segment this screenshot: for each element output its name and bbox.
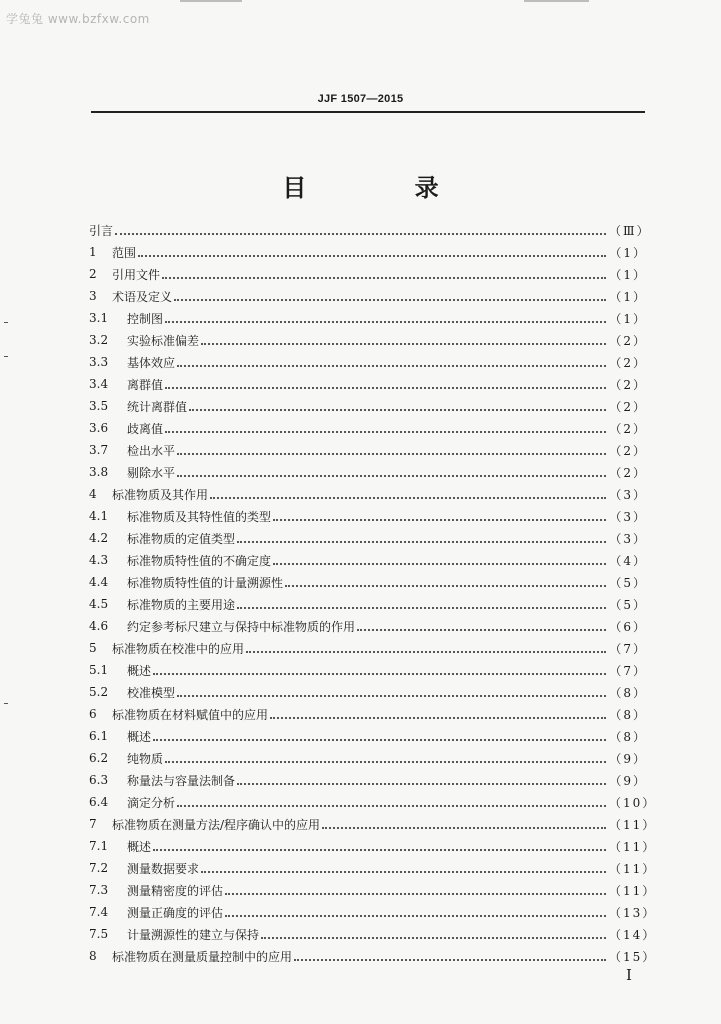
toc-entry-number: 4.5 [89, 597, 109, 611]
toc-entry[interactable] [89, 439, 647, 461]
toc-leader-dots [177, 475, 606, 477]
toc-entry-number: 8 [89, 949, 97, 963]
toc-entry-number: 5 [89, 641, 97, 655]
toc-entry-label: 基体效应 [127, 355, 176, 370]
toc-leader-dots [165, 387, 606, 389]
toc-entry-number: 7.5 [89, 927, 109, 941]
toc-entry-label: 标准物质在材料赋值中的应用 [112, 707, 269, 722]
toc-entry-page: （2） [609, 399, 647, 414]
toc-entry-page: （11） [609, 817, 657, 832]
toc-entry-label: 概述 [127, 729, 152, 744]
toc-entry-label: 引用文件 [112, 267, 161, 282]
toc-leader-dots [285, 585, 606, 587]
toc-leader-dots [273, 519, 606, 521]
toc-entry-label: 纯物质 [127, 751, 164, 766]
toc-entry-number: 1 [89, 245, 97, 259]
toc-leader-dots [189, 409, 606, 411]
toc-entry-label: 标准物质及其作用 [112, 487, 209, 502]
toc-entry-page: （15） [609, 949, 657, 964]
toc-entry[interactable] [89, 835, 657, 857]
toc-leader-dots [201, 343, 606, 345]
toc-entry-label: 校准模型 [127, 685, 176, 700]
toc-entry-page: （8） [609, 685, 647, 700]
toc-entry[interactable] [89, 681, 647, 703]
toc-entry[interactable] [89, 483, 647, 505]
toc-entry-number: 3.5 [89, 399, 109, 413]
toc-entry-label: 歧离值 [127, 421, 164, 436]
toc-entry-number: 7.1 [89, 839, 109, 853]
toc-entry-number: 6.1 [89, 729, 109, 743]
toc-entry-page: （3） [609, 487, 647, 502]
toc-entry[interactable] [89, 637, 647, 659]
toc-entry-label: 检出水平 [127, 443, 176, 458]
toc-leader-dots [237, 607, 606, 609]
toc-leader-dots [201, 871, 606, 873]
toc-entry[interactable] [89, 571, 647, 593]
toc-entry-number: 4.6 [89, 619, 109, 633]
toc-leader-dots [174, 299, 606, 301]
toc-entry[interactable] [89, 879, 657, 901]
toc-entry[interactable] [89, 857, 657, 879]
margin-mark [4, 322, 8, 323]
toc-leader-dots [177, 805, 606, 807]
toc-entry-number: 3.3 [89, 355, 109, 369]
toc-entry-page: （8） [609, 707, 647, 722]
toc-leader-dots [162, 277, 606, 279]
toc-entry[interactable] [89, 417, 647, 439]
toc-entry[interactable] [89, 659, 647, 681]
toc-leader-dots [115, 233, 606, 235]
toc-entry-number: 6.3 [89, 773, 109, 787]
toc-entry-page: （1） [609, 289, 647, 304]
toc-leader-dots [153, 739, 606, 741]
toc-entry-label: 概述 [127, 839, 152, 854]
toc-entry-page: （7） [609, 663, 647, 678]
toc-entry-number: 4.2 [89, 531, 109, 545]
toc-entry-number: 3 [89, 289, 97, 303]
toc-entry-label: 标准物质在测量质量控制中的应用 [112, 949, 293, 964]
toc-leader-dots [322, 827, 606, 829]
toc-entry[interactable] [89, 923, 657, 945]
toc-entry-label: 滴定分析 [127, 795, 176, 810]
toc-leader-dots [246, 651, 606, 653]
toc-entry-page: （8） [609, 729, 647, 744]
margin-mark [4, 703, 8, 704]
toc-entry-page: （2） [609, 333, 647, 348]
toc-leader-dots [177, 365, 606, 367]
toc-entry-page: （9） [609, 773, 647, 788]
toc-entry-label: 测量正确度的评估 [127, 905, 224, 920]
toc-entry-number: 6.4 [89, 795, 109, 809]
toc-leader-dots [261, 937, 606, 939]
toc-entry-label: 离群值 [127, 377, 164, 392]
toc-entry[interactable] [89, 395, 647, 417]
toc-entry-label: 标准物质在校准中的应用 [112, 641, 245, 656]
toc-entry-page: （3） [609, 531, 647, 546]
toc-entry[interactable] [89, 505, 647, 527]
toc-entry-number: 7.3 [89, 883, 109, 897]
toc-entry-page: （1） [609, 311, 647, 326]
toc-entry[interactable] [89, 461, 647, 483]
toc-entry-page: （5） [609, 575, 647, 590]
toc-entry-number: 3.4 [89, 377, 109, 391]
toc-leader-dots [225, 915, 606, 917]
toc-entry-label: 概述 [127, 663, 152, 678]
toc-entry[interactable] [89, 219, 651, 241]
toc-entry-label: 标准物质特性值的不确定度 [127, 553, 272, 568]
toc-entry-label: 实验标准偏差 [127, 333, 200, 348]
toc-entry[interactable] [89, 527, 647, 549]
toc-entry[interactable] [89, 263, 647, 285]
toc-entry-label: 范围 [112, 245, 137, 260]
toc-entry-label: 计量溯源性的建立与保持 [127, 927, 260, 942]
toc-leader-dots [225, 893, 606, 895]
toc-entry[interactable] [89, 285, 647, 307]
toc-entry[interactable] [89, 307, 647, 329]
toc-entry-number: 3.7 [89, 443, 109, 457]
toc-entry-page: （2） [609, 355, 647, 370]
toc-entry[interactable] [89, 791, 657, 813]
toc-entry-page: （10） [609, 795, 657, 810]
toc-entry-label: 引言 [89, 223, 114, 238]
toc-entry-label: 统计离群值 [127, 399, 188, 414]
toc-entry[interactable] [89, 769, 647, 791]
toc-entry-page: （11） [609, 861, 657, 876]
toc-entry-page: （14） [609, 927, 657, 942]
toc-leader-dots [237, 783, 606, 785]
toc-leader-dots [165, 431, 606, 433]
toc-entry-label: 称量法与容量法制备 [127, 773, 236, 788]
toc-entry-page: （11） [609, 883, 657, 898]
toc-entry[interactable] [89, 703, 647, 725]
toc-entry[interactable] [89, 593, 647, 615]
toc-leader-dots [237, 541, 606, 543]
toc-leader-dots [153, 849, 606, 851]
toc-leader-dots [294, 959, 606, 961]
standard-code: JJF 1507—2015 [317, 93, 404, 105]
toc-entry-number: 3.2 [89, 333, 109, 347]
scan-edge-line [180, 0, 242, 2]
toc-entry[interactable] [89, 373, 647, 395]
toc-entry[interactable] [89, 747, 647, 769]
margin-mark [4, 356, 8, 357]
header-rule [91, 111, 645, 113]
toc-entry-number: 2 [89, 267, 97, 281]
watermark: 学兔兔 www.bzfxw.com [6, 12, 150, 26]
toc-entry-page: （1） [609, 245, 647, 260]
toc-leader-dots [165, 761, 606, 763]
toc-entry-number: 3.6 [89, 421, 109, 435]
toc-entry-page: （13） [609, 905, 657, 920]
toc-entry-page: （11） [609, 839, 657, 854]
toc-entry-page: （9） [609, 751, 647, 766]
table-of-contents [89, 219, 657, 967]
scan-edge-line [524, 0, 589, 2]
toc-entry[interactable] [89, 725, 647, 747]
toc-entry-number: 3.1 [89, 311, 109, 325]
toc-entry-page: （2） [609, 421, 647, 436]
toc-entry-label: 标准物质的主要用途 [127, 597, 236, 612]
toc-entry[interactable] [89, 813, 657, 835]
toc-entry-number: 6.2 [89, 751, 109, 765]
toc-entry-label: 术语及定义 [112, 289, 173, 304]
toc-entry-number: 5.2 [89, 685, 109, 699]
toc-entry[interactable] [89, 945, 657, 967]
toc-entry-label: 标准物质在测量方法/程序确认中的应用 [112, 817, 321, 832]
toc-entry-page: （2） [609, 465, 647, 480]
toc-entry-number: 5.1 [89, 663, 109, 677]
toc-entry[interactable] [89, 351, 647, 373]
toc-entry[interactable] [89, 329, 647, 351]
toc-entry-label: 测量精密度的评估 [127, 883, 224, 898]
toc-leader-dots [273, 563, 606, 565]
toc-entry-label: 测量数据要求 [127, 861, 200, 876]
toc-entry-page: （Ⅲ） [609, 223, 651, 238]
toc-entry-label: 标准物质及其特性值的类型 [127, 509, 272, 524]
toc-entry-page: （7） [609, 641, 647, 656]
toc-entry-page: （1） [609, 267, 647, 282]
toc-leader-dots [165, 321, 606, 323]
toc-entry-number: 3.8 [89, 465, 109, 479]
toc-entry-page: （3） [609, 509, 647, 524]
toc-entry[interactable] [89, 549, 647, 571]
toc-entry-number: 4 [89, 487, 97, 501]
toc-entry-number: 6 [89, 707, 97, 721]
toc-entry-page: （2） [609, 377, 647, 392]
toc-entry[interactable] [89, 241, 647, 263]
page-number: I [626, 966, 632, 984]
toc-entry-page: （6） [609, 619, 647, 634]
toc-entry-number: 7 [89, 817, 97, 831]
toc-entry-label: 标准物质特性值的计量溯源性 [127, 575, 284, 590]
toc-entry-page: （2） [609, 443, 647, 458]
toc-leader-dots [138, 255, 606, 257]
toc-entry[interactable] [89, 615, 647, 637]
toc-leader-dots [210, 497, 606, 499]
toc-leader-dots [177, 695, 606, 697]
toc-entry-page: （5） [609, 597, 647, 612]
toc-entry-label: 标准物质的定值类型 [127, 531, 236, 546]
toc-entry-page: （4） [609, 553, 647, 568]
toc-leader-dots [357, 629, 606, 631]
toc-entry-number: 7.2 [89, 861, 109, 875]
toc-leader-dots [177, 453, 606, 455]
toc-entry-number: 4.4 [89, 575, 109, 589]
toc-entry-number: 7.4 [89, 905, 109, 919]
toc-entry-number: 4.1 [89, 509, 109, 523]
toc-entry-label: 剔除水平 [127, 465, 176, 480]
toc-leader-dots [270, 717, 606, 719]
toc-entry-label: 约定参考标尺建立与保持中标准物质的作用 [127, 619, 356, 634]
toc-leader-dots [153, 673, 606, 675]
toc-entry[interactable] [89, 901, 657, 923]
toc-entry-number: 4.3 [89, 553, 109, 567]
page-title: 目 录 [282, 173, 489, 202]
toc-entry-label: 控制图 [127, 311, 164, 326]
